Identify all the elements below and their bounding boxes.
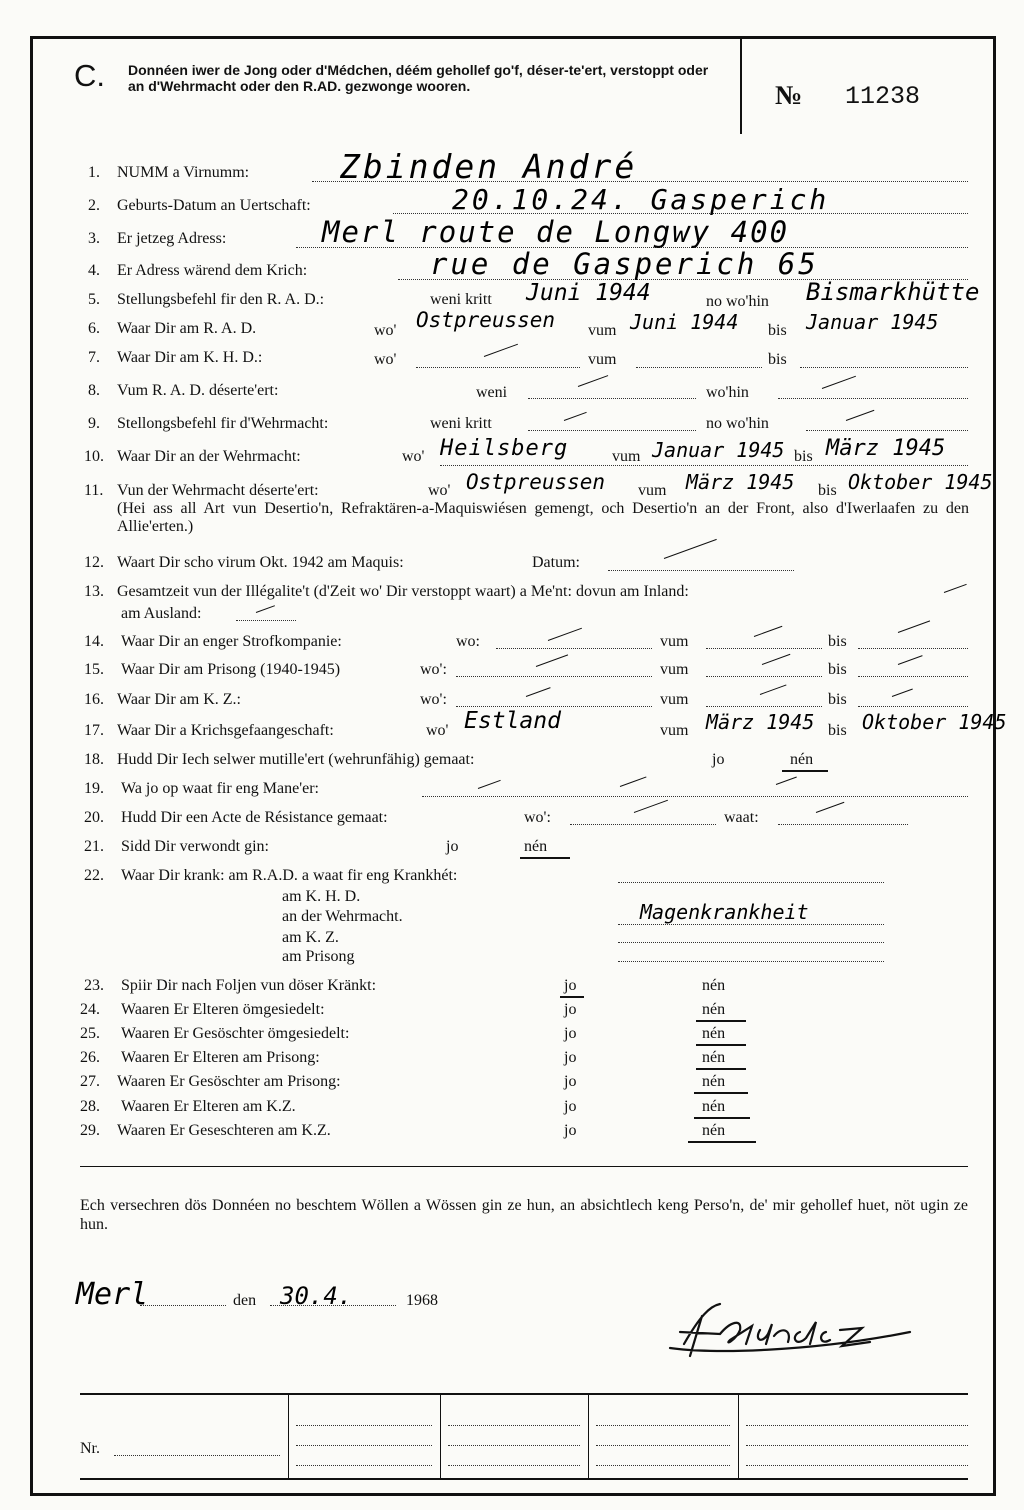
item-11-number: 11. xyxy=(84,482,104,499)
item-27-label: Waaren Er Gesöschter am Prisong: xyxy=(117,1073,341,1090)
item-9-wohin-line xyxy=(806,430,968,431)
item-29-jo[interactable]: jo xyxy=(564,1122,577,1139)
item-12-datum-label: Datum: xyxy=(532,554,580,571)
item-19-line xyxy=(422,796,968,797)
item-27-number: 27. xyxy=(80,1073,100,1090)
item-20-label: Hudd Dir een Acte de Résistance gemaat: xyxy=(121,809,388,826)
item-6-number: 6. xyxy=(88,320,100,337)
item-20-waat-dash xyxy=(816,802,845,813)
item-18-nen-underline xyxy=(782,770,828,772)
item-10-line xyxy=(440,465,968,466)
item-21-number: 21. xyxy=(84,838,104,855)
item-20-number: 20. xyxy=(84,809,104,826)
date-line xyxy=(270,1305,396,1306)
item-15-wo-line xyxy=(456,676,652,677)
item-13-ausland-line xyxy=(236,620,296,621)
item-11-wo-value[interactable]: Ostpreussen xyxy=(466,470,606,494)
item-16-wo-dash xyxy=(526,687,551,697)
item-8-wohin-label: wo'hin xyxy=(706,384,749,401)
item-19-number: 19. xyxy=(84,780,104,797)
item-17-vum-value[interactable]: März 1945 xyxy=(706,710,815,734)
item-10-wo-value[interactable]: Heilsberg xyxy=(440,436,569,461)
frame-right xyxy=(993,36,996,1496)
footer-cell-3-line-3 xyxy=(596,1465,730,1466)
item-10-number: 10. xyxy=(84,448,104,465)
item-10-vum-label: vum xyxy=(612,448,641,465)
item-14-vum-label: vum xyxy=(660,633,689,650)
item-23-jo-underline xyxy=(560,996,584,998)
item-24-jo[interactable]: jo xyxy=(564,1001,577,1018)
item-29-nen-underline xyxy=(688,1141,756,1143)
item-2-value[interactable]: 20.10.24. Gasperich xyxy=(452,183,830,216)
item-26-jo[interactable]: jo xyxy=(564,1049,577,1066)
item-21-nen-underline xyxy=(520,857,570,859)
item-1-number: 1. xyxy=(88,164,100,181)
item-12-label: Waart Dir scho virum Okt. 1942 am Maquis: xyxy=(117,554,404,571)
item-16-bis-label: bis xyxy=(828,691,847,708)
footer-col-3 xyxy=(588,1393,589,1480)
item-10-vum-value[interactable]: Januar 1945 xyxy=(652,438,785,462)
item-7-wo-line xyxy=(416,367,580,368)
den-label: den xyxy=(233,1292,257,1309)
item-13-ausland-label: am Ausland: xyxy=(121,605,202,622)
item-9-weni-dash xyxy=(564,412,587,421)
item-9-wohin-dash xyxy=(846,410,875,421)
item-22-sub-wehrmacht: an der Wehrmacht. xyxy=(282,908,403,925)
item-17-vum-label: vum xyxy=(660,722,689,739)
item-3-value[interactable]: Merl route de Longwy 400 xyxy=(322,215,790,249)
section-letter: C. xyxy=(74,58,105,93)
item-1-value[interactable]: Zbinden André xyxy=(340,147,638,186)
item-14-wo-dash xyxy=(548,628,582,641)
section-separator xyxy=(80,1166,968,1167)
item-22-label: Waar Dir krank: am R.A.D. a waat fir eng Krankhét: xyxy=(121,867,458,884)
item-6-bis-value[interactable]: Januar 1945 xyxy=(806,310,939,334)
place-value[interactable]: Merl xyxy=(76,1277,149,1312)
item-19-dash-1 xyxy=(478,780,501,789)
item-17-number: 17. xyxy=(84,722,104,739)
item-9-wohin-label: no wo'hin xyxy=(706,415,769,432)
item-15-vum-label: vum xyxy=(660,661,689,678)
year-value: 1968 xyxy=(406,1292,438,1309)
item-23-number: 23. xyxy=(84,977,104,994)
item-20-waat-label: waat: xyxy=(724,809,759,826)
item-13-ausland-dash xyxy=(256,605,275,613)
item-11-wo-label: wo' xyxy=(428,482,451,499)
item-7-wo-label: wo' xyxy=(374,351,397,368)
item-26-nen[interactable]: nén xyxy=(702,1049,726,1066)
item-8-weni-label: weni xyxy=(476,384,508,401)
item-5-label: Stellungsbefehl fir den R. A. D.: xyxy=(117,291,325,308)
item-20-wo-line xyxy=(570,824,716,825)
item-2-number: 2. xyxy=(88,197,100,214)
item-22-line-rad xyxy=(618,882,884,883)
item-29-label: Waaren Er Geseschteren am K.Z. xyxy=(117,1122,331,1139)
item-8-wohin-line xyxy=(778,398,968,399)
item-16-vum-dash xyxy=(760,684,787,695)
footer-cell-1-line-3 xyxy=(296,1465,432,1466)
footer-col-1 xyxy=(288,1393,289,1480)
item-20-wo-dash xyxy=(634,800,668,813)
item-28-number: 28. xyxy=(80,1098,100,1115)
item-4-value[interactable]: rue de Gasperich 65 xyxy=(430,247,819,281)
footer-cell-4-line-1 xyxy=(746,1425,968,1426)
item-9-weni-line xyxy=(528,430,696,431)
item-16-wo-line xyxy=(456,706,652,707)
declaration-text: Ech versechren dös Donnéen no beschtem Wöllen a Wössen gin ze hun, an absichtlech keng Perso'n, de' mir gehollef huet, nöt ugin ze hun. xyxy=(80,1197,968,1233)
item-25-jo[interactable]: jo xyxy=(564,1025,577,1042)
item-7-label: Waar Dir am K. H. D.: xyxy=(117,349,263,366)
item-25-label: Waaren Er Gesöschter ömgesiedelt: xyxy=(121,1025,350,1042)
item-6-wo-label: wo' xyxy=(374,322,397,339)
footer-table-bottom xyxy=(80,1478,968,1480)
item-27-nen[interactable]: nén xyxy=(702,1073,726,1090)
item-4-label: Er Adress wärend dem Krich: xyxy=(117,262,308,279)
item-6-bis-label: bis xyxy=(768,322,787,339)
form-number: 11238 xyxy=(845,82,921,111)
item-8-weni-line xyxy=(528,398,696,399)
item-16-number: 16. xyxy=(84,691,104,708)
item-15-number: 15. xyxy=(84,661,104,678)
item-12-datum-line xyxy=(608,570,794,571)
item-9-label: Stellongsbefehl fir d'Wehrmacht: xyxy=(117,415,329,432)
item-14-vum-line xyxy=(706,648,822,649)
item-11-vum-value[interactable]: März 1945 xyxy=(686,470,795,494)
item-7-number: 7. xyxy=(88,349,100,366)
item-7-wo-dash xyxy=(484,344,518,357)
item-5-wohin-value[interactable]: Bismarkhütte xyxy=(806,278,980,306)
item-6-vum-label: vum xyxy=(588,322,617,339)
item-3-number: 3. xyxy=(88,230,100,247)
item-28-nen-underline xyxy=(694,1117,750,1119)
item-21-jo[interactable]: jo xyxy=(446,838,459,855)
item-22-sub-khd: am K. H. D. xyxy=(282,888,361,905)
item-11-vum-label: vum xyxy=(638,482,667,499)
footer-cell-2-line-2 xyxy=(448,1445,580,1446)
place-line xyxy=(140,1305,226,1306)
nr-label: Nr. xyxy=(80,1440,100,1457)
item-15-vum-dash xyxy=(762,654,791,665)
item-22-line-prisong xyxy=(618,961,884,962)
item-28-jo[interactable]: jo xyxy=(564,1098,577,1115)
item-15-bis-line xyxy=(858,676,968,677)
item-27-jo[interactable]: jo xyxy=(564,1073,577,1090)
item-23-nen[interactable]: nén xyxy=(702,977,726,994)
item-21-label: Sidd Dir verwondt gin: xyxy=(121,838,269,855)
item-16-label: Waar Dir am K. Z.: xyxy=(117,691,241,708)
item-15-wo-dash xyxy=(536,654,568,667)
footer-cell-1-line-2 xyxy=(296,1445,432,1446)
item-13-label: Gesamtzeit vun der Illégalite't (d'Zeit wo' Dir verstoppt waart) a Me'nt: dovun am Inland: xyxy=(117,583,689,600)
item-14-wo-label: wo: xyxy=(456,633,480,650)
form-description: Donnéen iwer de Jong oder d'Médchen, déém gehollef go'f, déser-te'ert, verstoppt oder an d'Wehrmacht oder den R.AD. gezwonge wooren. xyxy=(128,62,709,94)
footer-cell-4-line-2 xyxy=(746,1445,968,1446)
date-value[interactable]: 30.4. xyxy=(280,1282,353,1310)
item-14-label: Waar Dir an enger Strofkompanie: xyxy=(121,633,342,650)
item-24-label: Waaren Er Elteren ömgesiedelt: xyxy=(121,1001,325,1018)
item-24-nen-underline xyxy=(696,1020,746,1022)
item-18-label: Hudd Dir Iech selwer mutille'ert (wehrunfähig) gemaat: xyxy=(117,751,475,768)
item-15-vum-line xyxy=(706,676,822,677)
item-15-wo-label: wo': xyxy=(420,661,447,678)
item-27-nen-underline xyxy=(694,1092,748,1094)
number-box-divider xyxy=(740,36,742,134)
item-9-number: 9. xyxy=(88,415,100,432)
frame-left xyxy=(30,36,33,1496)
item-25-nen-underline xyxy=(696,1044,746,1046)
footer-cell-4-line-3 xyxy=(746,1465,968,1466)
item-6-label: Waar Dir am R. A. D. xyxy=(117,320,257,337)
item-13-inland-dash xyxy=(944,584,967,593)
item-5-wohin-label: no wo'hin xyxy=(706,293,769,310)
item-17-bis-value[interactable]: Oktober 1945 xyxy=(862,710,1007,734)
item-17-wo-label: wo' xyxy=(426,722,449,739)
item-28-label: Waaren Er Elteren am K.Z. xyxy=(121,1098,296,1115)
item-28-nen[interactable]: nén xyxy=(702,1098,726,1115)
item-26-label: Waaren Er Elteren am Prisong: xyxy=(121,1049,320,1066)
footer-cell-2-line-1 xyxy=(448,1425,580,1426)
item-10-bis-label: bis xyxy=(794,448,813,465)
item-12-dash xyxy=(664,539,717,559)
item-9-weni-label: weni kritt xyxy=(430,415,492,432)
item-17-label: Waar Dir a Krichsgefaangeschaft: xyxy=(117,722,334,739)
item-24-number: 24. xyxy=(80,1001,100,1018)
item-15-bis-label: bis xyxy=(828,661,847,678)
item-18-jo[interactable]: jo xyxy=(712,751,725,768)
item-17-wo-value[interactable]: Estland xyxy=(464,708,561,734)
item-7-bis-line xyxy=(800,367,968,368)
item-22-sub-kz: am K. Z. xyxy=(282,929,339,946)
footer-col-4 xyxy=(738,1393,739,1480)
item-22-sub-prisong: am Prisong xyxy=(282,948,355,965)
item-6-wo-value[interactable]: Ostpreussen xyxy=(416,308,556,332)
footer-cell-3-line-1 xyxy=(596,1425,730,1426)
item-22-line-wehrmacht xyxy=(618,924,884,925)
item-8-weni-dash xyxy=(578,375,608,387)
item-1-label: NUMM a Virnumm: xyxy=(117,164,250,181)
item-5-weni-label: weni kritt xyxy=(430,291,492,308)
item-15-bis-dash xyxy=(898,655,923,665)
item-14-vum-dash xyxy=(754,626,783,637)
item-16-vum-label: vum xyxy=(660,691,689,708)
item-20-wo-label: wo': xyxy=(524,809,551,826)
item-18-number: 18. xyxy=(84,751,104,768)
item-3-label: Er jetzeg Adress: xyxy=(117,230,227,247)
item-8-number: 8. xyxy=(88,382,100,399)
frame-bottom xyxy=(30,1493,996,1496)
item-22-wehrmacht-value[interactable]: Magenkrankheit xyxy=(640,900,809,924)
number-sign: № xyxy=(775,80,803,110)
item-19-label: Wa jo op waat fir eng Mane'er: xyxy=(121,780,319,797)
item-14-wo-line xyxy=(496,648,652,649)
item-21-nen[interactable]: nén xyxy=(524,838,548,855)
item-11-note: (Hei ass all Art vun Desertio'n, Refraktären-a-Maquiswiésen gemengt, och Desertio'n an der Front, also d'Iwerlaafen zu den Allie'erten.) xyxy=(117,500,969,535)
item-11-label: Vun der Wehrmacht déserte'ert: xyxy=(117,482,319,499)
item-10-wo-label: wo' xyxy=(402,448,425,465)
item-14-bis-label: bis xyxy=(828,633,847,650)
item-8-wohin-dash xyxy=(822,376,856,389)
footer-cell-2-line-3 xyxy=(448,1465,580,1466)
item-26-nen-underline xyxy=(696,1068,746,1070)
item-20-waat-line xyxy=(778,824,908,825)
item-29-nen[interactable]: nén xyxy=(702,1122,726,1139)
item-7-bis-label: bis xyxy=(768,351,787,368)
item-16-bis-dash xyxy=(892,689,913,697)
item-12-number: 12. xyxy=(84,554,104,571)
item-5-number: 5. xyxy=(88,291,100,308)
nr-line xyxy=(114,1455,280,1456)
item-16-wo-label: wo': xyxy=(420,691,447,708)
signature xyxy=(650,1296,920,1366)
item-7-vum-label: vum xyxy=(588,351,617,368)
item-4-number: 4. xyxy=(88,262,100,279)
item-18-nen[interactable]: nén xyxy=(790,751,814,768)
item-6-vum-value[interactable]: Juni 1944 xyxy=(630,310,739,334)
item-22-number: 22. xyxy=(84,867,104,884)
item-15-label: Waar Dir am Prisong (1940-1945) xyxy=(121,661,341,678)
item-16-bis-line xyxy=(858,706,968,707)
item-19-dash-2 xyxy=(620,776,647,787)
item-25-nen[interactable]: nén xyxy=(702,1025,726,1042)
footer-cell-3-line-2 xyxy=(596,1445,730,1446)
item-5-weni-value[interactable]: Juni 1944 xyxy=(526,280,651,306)
item-14-number: 14. xyxy=(84,633,104,650)
item-10-bis-value[interactable]: März 1945 xyxy=(826,436,946,461)
item-13-number: 13. xyxy=(84,583,104,600)
footer-col-2 xyxy=(440,1393,441,1480)
footer-cell-1-line-1 xyxy=(296,1425,432,1426)
item-17-bis-label: bis xyxy=(828,722,847,739)
item-11-bis-label: bis xyxy=(818,482,837,499)
item-26-number: 26. xyxy=(80,1049,100,1066)
item-2-label: Geburts-Datum an Uertschaft: xyxy=(117,197,311,214)
item-8-label: Vum R. A. D. déserte'ert: xyxy=(117,382,279,399)
item-24-nen[interactable]: nén xyxy=(702,1001,726,1018)
item-10-label: Waar Dir an der Wehrmacht: xyxy=(117,448,301,465)
item-14-bis-dash xyxy=(898,620,930,633)
footer-table-top xyxy=(80,1393,968,1395)
item-16-vum-line xyxy=(706,706,822,707)
item-7-vum-line xyxy=(636,367,762,368)
frame-top xyxy=(30,36,996,39)
item-23-label: Spiir Dir nach Foljen vun döser Kränkt: xyxy=(121,977,377,994)
item-14-bis-line xyxy=(858,648,968,649)
item-25-number: 25. xyxy=(80,1025,100,1042)
item-23-jo[interactable]: jo xyxy=(564,977,577,994)
item-22-line-kz xyxy=(618,942,884,943)
item-29-number: 29. xyxy=(80,1122,100,1139)
item-11-bis-value[interactable]: Oktober 1945 xyxy=(848,470,993,494)
item-19-dash-3 xyxy=(776,777,797,785)
